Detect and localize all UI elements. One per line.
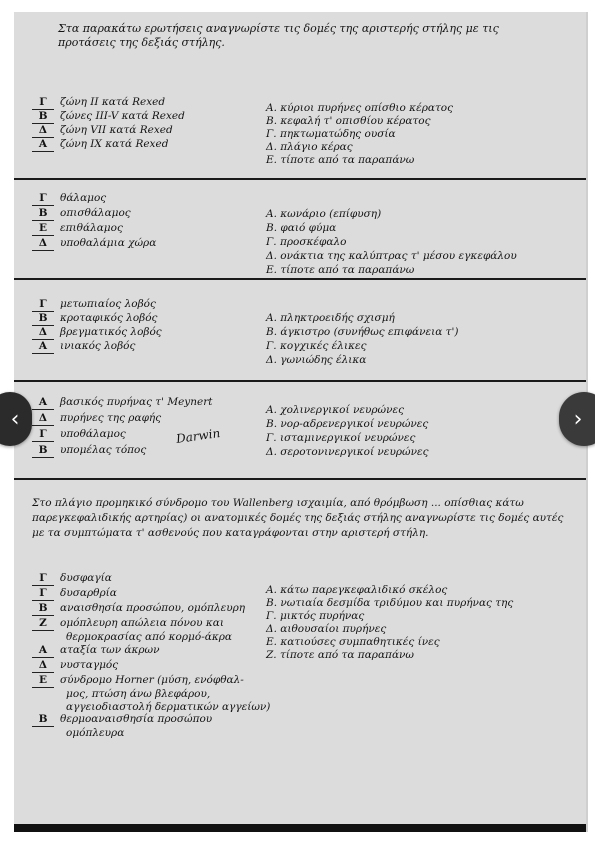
left-item-text: ζώνη II κατά Rexed [60,96,166,108]
left-item-text: κροταφικός λοβός [60,312,158,324]
left-item [32,572,112,586]
right-option: Ε. τίποτε από τα παραπάνω [266,154,415,166]
left-item-text: υποθάλαμος [60,428,126,440]
answer-blank: Δ [32,659,54,673]
left-item-text: βασικός πυρήνας τ' Meynert [60,396,213,408]
divider-3 [14,380,586,382]
left-item [32,602,245,616]
divider-4 [14,478,586,480]
answer-blank: Ζ [32,617,54,631]
left-item [32,124,173,138]
left-item [32,96,165,110]
answer-blank: Β [32,312,54,326]
left-item [32,428,126,442]
left-item [32,644,160,658]
right-option: Δ. αιθουσαίοι πυρήνες [266,623,387,635]
right-option: Δ. σεροτονινεργικοί νευρώνες [266,446,429,458]
left-item-text: μος, πτώση άνω βλεφάρου, [66,688,211,700]
answer-blank: Δ [32,124,54,138]
right-option: Δ. γωνιώδης έλικα [266,354,367,366]
left-item-text: επιθάλαμος [60,222,123,234]
left-item-text: σύνδρομο Horner (μύση, ενόφθαλ- [60,674,244,686]
left-item-text: ομόπλευρα [66,727,125,739]
answer-blank: Β [32,713,54,727]
right-option: Α. πληκτροειδής σχισμή [266,312,395,324]
left-item-text: δυσαρθρία [60,587,117,599]
answer-blank: Γ [32,192,54,206]
left-item [32,444,146,458]
right-option: Γ. προσκέφαλο [266,236,347,248]
right-option: Β. νωτιαία δεσμίδα τριδύμου και πυρήνας της [266,597,514,609]
left-item-text: πυρήνες της ραφής [60,412,162,424]
answer-blank: Α [32,644,54,658]
answer-blank: Ε [32,222,54,236]
left-item-text: υπομέλας τόπος [60,444,147,456]
left-item [32,587,117,601]
left-item [32,207,131,221]
answer-blank: Δ [32,412,54,426]
right-option: Α. κωνάριο (επίφυση) [266,208,382,220]
left-item [32,674,270,714]
left-item-text: ζώνες III-V κατά Rexed [60,110,185,122]
left-item-text: θάλαμος [60,192,107,204]
right-option: Ζ. τίποτε από τα παραπάνω [266,649,414,661]
right-option: Γ. πηκτωματώδης ουσία [266,128,396,140]
right-option: Δ. ονάκτια της καλύπτρας τ' μέσου εγκεφάλου [266,250,517,262]
left-item-text: οπισθάλαμος [60,207,131,219]
left-item-text: ομόπλευρη απώλεια πόνου και [60,617,224,629]
left-item [32,412,161,426]
left-item-text: αταξία των άκρων [60,644,160,656]
left-item-text: θερμοαναισθησία προσώπου [60,713,213,725]
answer-blank: Δ [32,326,54,340]
right-option: Α. χολινεργικοί νευρώνες [266,404,404,416]
right-option: Α. κάτω παρεγκεφαλιδικό σκέλος [266,584,448,596]
chevron-right-icon: › [573,406,583,432]
left-item [32,237,156,251]
right-option: Α. κύριοι πυρήνες οπίσθιο κέρατος [266,102,453,114]
left-item-text: θερμοκρασίας από κορμό-άκρα [66,631,232,643]
answer-blank: Δ [32,237,54,251]
right-option: Β. νορ-αδρενεργικοί νευρώνες [266,418,429,430]
left-item [32,222,123,236]
left-item-text: ζώνη IX κατά Rexed [60,138,169,150]
left-item [32,713,212,740]
answer-blank: Γ [32,428,54,442]
right-option: Γ. μικτός πυρήνας [266,610,365,622]
answer-blank: Γ [32,298,54,312]
answer-blank: Α [32,138,54,152]
answer-blank: Β [32,110,54,124]
left-item-text: μετωπιαίος λοβός [60,298,156,310]
left-item-text: ινιακός λοβός [60,340,136,352]
instruction-top: Στα παρακάτω ερωτήσεις αναγνωρίστε τις δομές της αριστερής στήλης με τις προτάσεις της δεξιάς στήλης. [58,22,499,49]
divider-2 [14,278,586,280]
left-item [32,110,185,124]
left-item-text: νυσταγμός [60,659,119,671]
answer-blank: Β [32,602,54,616]
right-option: Β. κεφαλή τ' οπισθίου κέρατος [266,115,431,127]
right-option: Β. άγκιστρο (συνήθως επιφάνεια τ') [266,326,459,338]
left-item [32,340,135,354]
left-item-text: δυσφαγία [60,572,112,584]
left-item-text: υποθαλάμια χώρα [60,237,157,249]
instruction-bottom: Στο πλάγιο προμηκικό σύνδρομο του Wallenberg ισχαιμία, από θρόμβωση ... οπίσθιας κάτω παρεγκεφαλιδικής αρτηρίας) οι ανατομικές δομές της δεξιάς στήλης αναγνωρίστε τις δομές αυτές με τα συμπτώματα τ' ασθενούς που καταγράφονται στην αριστερή στήλη. [32,497,564,539]
chevron-left-icon: ‹ [10,406,20,432]
right-option: Γ. κογχικές έλικες [266,340,367,352]
left-item-text: αναισθησία προσώπου, ομόπλευρη [60,602,246,614]
left-item [32,617,232,644]
answer-blank: Α [32,340,54,354]
divider-1 [14,178,586,180]
answer-blank: Γ [32,572,54,586]
answer-blank: Β [32,444,54,458]
left-item [32,298,156,312]
right-option: Ε. τίποτε από τα παραπάνω [266,264,415,276]
left-item [32,659,118,673]
answer-blank: Ε [32,674,54,688]
left-item [32,396,212,410]
left-item [32,312,157,326]
left-item [32,138,168,152]
left-item [32,192,106,206]
scanned-page [14,12,588,832]
left-item-text: βρεγματικός λοβός [60,326,162,338]
right-option: Δ. πλάγιο κέρας [266,141,353,153]
answer-blank: Γ [32,587,54,601]
answer-blank: Γ [32,96,54,110]
right-option: Γ. ισταμινεργικοί νευρώνες [266,432,416,444]
darwin-annotation: Darwin [175,425,222,447]
right-option: Β. φαιό φύμα [266,222,337,234]
answer-blank: Β [32,207,54,221]
left-item [32,326,162,340]
left-item-text: αγγειοδιαστολή δερματικών αγγείων) [66,701,271,713]
right-option: Ε. κατιούσες συμπαθητικές ίνες [266,636,440,648]
answer-blank: Α [32,396,54,410]
left-item-text: ζώνη VII κατά Rexed [60,124,173,136]
